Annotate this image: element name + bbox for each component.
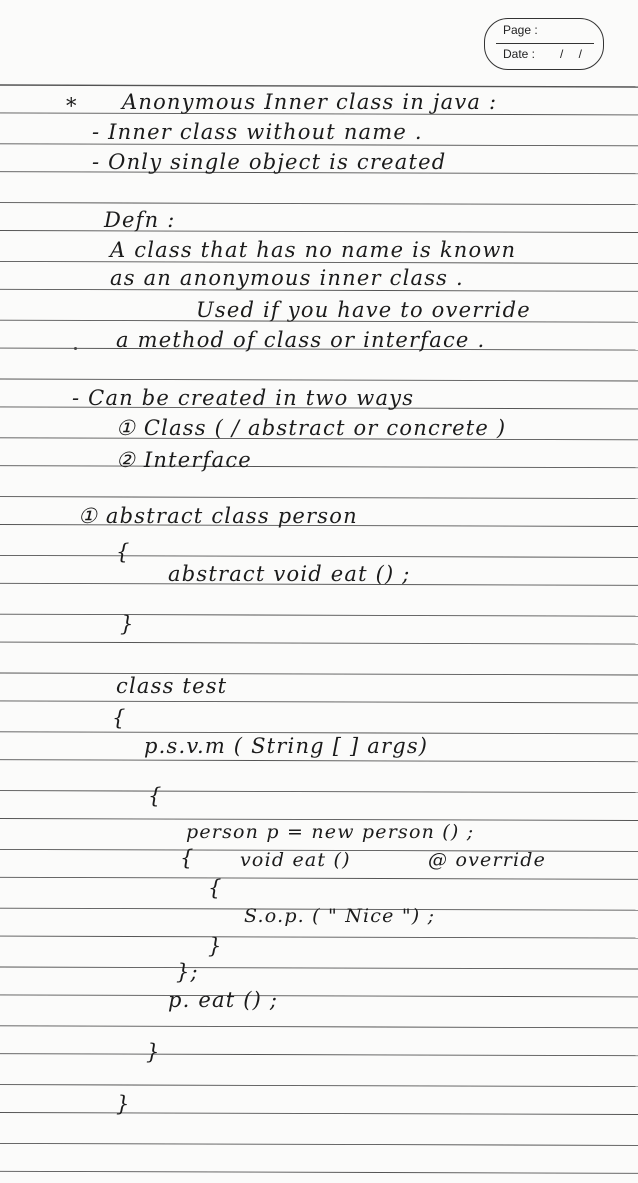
code-line-15: p. eat () ; [168,988,279,1012]
star-marker: * [66,94,78,118]
ruled-line [0,614,638,616]
ruled-line [0,203,638,205]
ruled-line [0,1113,638,1115]
ruled-line [0,231,638,233]
ruled-line [0,466,638,468]
code-line-14: }; [176,960,199,984]
code-line-10b: void eat () [240,849,351,871]
page-label: Page : [503,23,538,37]
note-bullet-2: - Only single object is created [92,150,447,174]
ruled-line [0,967,638,969]
ruled-line [0,1026,638,1028]
ruled-line [0,760,638,762]
ruled-line [0,642,638,644]
page-date-header-box [484,18,604,70]
note-title: Anonymous Inner class in java : [122,90,498,114]
ruled-line [0,995,638,997]
definition-line-3: Used if you have to override [196,298,531,322]
code-line-16: } [146,1040,161,1064]
code-line-3: abstract void eat () ; [168,562,411,586]
ruled-line [0,379,638,381]
note-bullet-1: - Inner class without name . [92,120,423,144]
code-line-2: { [116,540,131,564]
code-line-5: class test [116,674,228,698]
ruled-line [0,673,638,675]
ruled-line [0,936,638,938]
code-line-11: { [208,876,223,900]
code-line-7: p.s.v.m ( String [ ] args) [144,734,429,758]
ruled-line [0,85,638,87]
margin-dot [74,347,77,350]
ruled-line [0,144,638,146]
code-line-10: { [180,846,195,870]
date-value: / / [560,47,589,61]
code-line-10c: @ override [428,849,547,871]
code-line-1: ① abstract class person [78,504,358,528]
definition-line-2: as an anonymous inner class . [110,266,464,290]
header-divider [496,43,594,44]
ruled-line [0,497,638,499]
definition-line-4: a method of class or interface . [116,328,486,352]
definition-line-1: A class that has no name is known [110,238,517,262]
way-2: ② Interface [116,448,252,472]
ruled-line [0,701,638,703]
ruled-line [0,1143,638,1145]
code-line-13: } [208,934,223,958]
way-1: ① Class ( / abstract or concrete ) [116,416,507,440]
code-line-17: } [116,1092,131,1116]
ruled-line [0,1085,638,1087]
ruled-line [0,1171,638,1173]
date-label: Date : [503,47,536,61]
code-line-9: person p = new person () ; [186,821,475,843]
ways-intro: - Can be created in two ways [72,386,415,410]
code-line-8: { [148,784,163,808]
ruled-line [0,555,638,557]
ruled-line [0,791,638,793]
code-line-12: S.o.p. ( " Nice ") ; [244,905,436,927]
ruled-line [0,877,638,879]
code-line-6: { [112,706,127,730]
code-line-4: } [120,612,135,636]
ruled-line [0,1054,638,1056]
definition-label: Defn : [104,208,176,232]
